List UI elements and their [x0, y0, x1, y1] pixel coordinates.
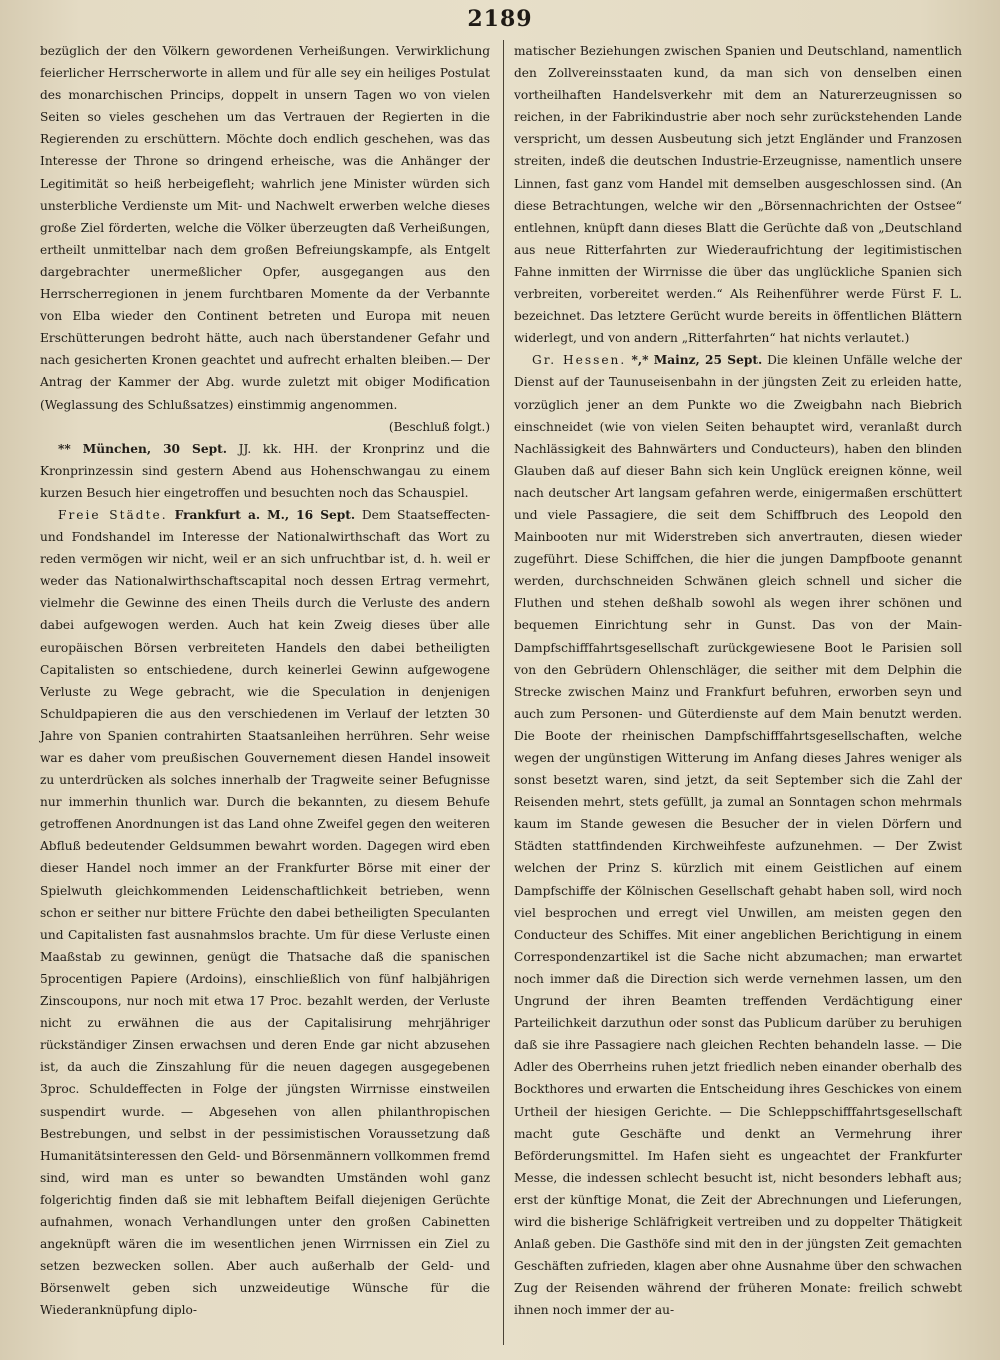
right-column	[514, 40, 962, 1321]
dateline: Frankfurt a. M., 16 Sept.	[167, 507, 356, 522]
article-text: JJ. kk. HH. der Kronprinz und die Kronprinzessin sind gestern Abend aus Hohenschwangau zu einem kurzen Besuch hier eingetroffen und besuchten noch das Schauspiel.	[40, 441, 490, 500]
article-paragraph: bezüglich der den Völkern gewordenen Verheißungen. Verwirklichung feierlicher Herrscherworte in allem und für alle sey ein heiliges Postulat des monarchischen Princips, doppelt in unsern Tagen wo von vielen Seiten so vieles geschehen um das Vertrauen der Regierten in die Regierenden zu erschüttern. Möchte doch endlich geschehen, was das Interesse der Throne so dringend erheische, was die Anhänger der Legitimität so heiß herbeigefleht; wahrlich jene Minister würden sich unsterbliche Verdienste um Mit- und Nachwelt erwerben welche dieses große Ziel förderten, welche die Völker überzeugten daß Verheißungen, ertheilt unmittelbar nach dem großen Befreiungskampfe, als Entgelt dargebrachter unermeßlicher Opfer, ausgegangen aus den Herrscherregionen in jenem furchtbaren Momente da der Verbannte von Elba wieder den Continent betreten und Europa mit neuen Erschütterungen bedroht hätte, auch nach überstandener Gefahr und nach gesicherten Kronen geachtet und aufrecht erhalten bleiben.— Der Antrag der Kammer der Abg. wurde zuletzt mit obiger Modification (Weglassung des Schlußsatzes) einstimmig angenommen.	[40, 44, 490, 412]
article-paragraph	[40, 438, 490, 504]
article-text: Dem Staatseffecten- und Fondshandel im Interesse der Nationalwirthschaft das Wort zu reden vermögen wir nicht, weil er an sich unfruchtbar ist, d. h. weil er weder das Nationalwirthschaftscapital noch dessen Ertrag vermehrt, vielmehr die Gewinne des einen Theils durch die Verluste des andern dabei aufgewogen werden. Auch hat kein Zweig dieses über alle europäischen Börsen verbreiteten Handels den dabei betheiligten Capitalisten so entschiedene, durch keinerlei Gewinn aufgewogene Verluste zu Wege gebracht, wie die Speculation in denjenigen Schuldpapieren die aus den verschiedenen im Verlauf der letzten 30 Jahre von Spanien contrahirten Staatsanleihen herrühren. Sehr weise war es daher vom preußischen Gouvernement diesen Handel insoweit zu unterdrücken als solches innerhalb der Tragweite seiner Befugnisse nur immerhin thunlich war. Durch die bekannten, zu diesem Behufe getroffenen Anordnungen ist das Land ohne Zweifel gegen den weiteren Abfluß bedeutender Geldsummen bewahrt worden. Dagegen wird eben dieser Handel noch immer an der Frankfurter Börse mit einer der Spielwuth gleichkommenden Leidenschaftlichkeit betrieben, wenn schon er seither nur bittere Früchte den dabei betheiligten Speculanten und Capitalisten fast ausnahmslos brachte. Um für diese Verluste einen Maaßstab zu gewinnen, genügt die Thatsache daß die spanischen 5procentigen Papiere (Ardoins), einschließlich von fünf halbjährigen Zinscoupons, nur noch mit etwa 17 Proc. bezahlt werden, der Verluste nicht zu erwähnen die aus der Capitalisirung mehrjähriger rückständiger Zinsen erwachsen und deren Ende gar nicht abzusehen ist, da auch die Zinszahlung für die neuen dagegen ausgegebenen 3proc. Schuldeffecten in Folge der jüngsten Wirrnisse einstweilen suspendirt wurde. — Abgesehen von allen philanthropischen Bestrebungen, und selbst in der pessimistischen Voraussetzung daß Humanitätsinteressen den Geld- und Börsenmännern vollkommen fremd sind, wird man es unter so bewandten Umständen wohl ganz folgerichtig finden daß sie mit lebhaftem Beifall diejenigen Gerüchte aufnahmen, wonach Verhandlungen unter den großen Cabinetten angeknüpft wären die im wesentlichen jenen Wirrnissen ein Ziel zu setzen bezwecken sollen. Aber auch außerhalb der Geld- und Börsenwelt geben sich unzweideutige Wünsche für die Wiederanknüpfung diplo-	[40, 507, 490, 1318]
continuation-note: (Beschluß folgt.)	[388, 419, 490, 434]
article-text: Die kleinen Unfälle welche der Dienst auf der Taunuseisenbahn in der jüngsten Zeit zu erleiden hatte, vorzüglich jener an dem Punkte wo die Zweigbahn nach Biebrich einschneidet (wie von vielen Seiten behauptet wird, veranlaßt durch Nachlässigkeit des Bahnwärters und Conducteurs), haben den blinden Glauben daß auf dieser Bahn sich kein Unglück ereignen könne, weil nach deutscher Art langsam gefahren werde, einigermaßen erschüttert und viele Passagiere, die seit dem Schiffbruch des Leopold den Mainbooten nur mit Widerstreben sich anvertrauten, diesen wieder zugeführt. Diese Schiffchen, die hier die jungen Dampfboote genannt werden, durchschneiden Schwänen gleich schnell und sicher die Fluthen und stehen deßhalb sowohl als wegen ihrer schönen und bequemen Einrichtung sehr in Gunst. Das von der Main-Dampfschifffahrtsgesellschaft zurückgewiesene Boot le Parisien soll von den Gebrüdern Ohlenschläger, die seither mit dem Delphin die Strecke zwischen Mainz und Frankfurt befuhren, erworben seyn und auch zum Personen- und Güterdienste auf dem Main benutzt werden. Die Boote der rheinischen Dampfschifffahrtsgesellschaften, welche wegen der ungünstigen Witterung im Anfang dieses Jahres weniger als sonst besetzt waren, sind jetzt, da seit September sich die Zahl der Reisenden mehrt, stets gefüllt, ja zumal an Sonntagen schon mehrmals kaum im Stande gewesen die Besucher der in vielen Dörfern und Städten stattfindenden Kirchweihfeste aufzunehmen. — Der Zwist welchen der Prinz S. kürzlich mit einem Geistlichen auf einem Dampfschiffe der Kölnischen Gesellschaft gehabt haben soll, wird noch viel besprochen und erregt viel Unwillen, am meisten gegen den Conducteur des Schiffes. Mit einer angeblichen Berichtigung in einem Correspondenzartikel ist die Sache nicht abzumachen; man erwartet noch immer daß die Direction sich werde vernehmen lassen, um den Ungrund der ihren Beamten treffenden Verdächtigung einer Parteilichkeit darzuthun oder sonst das Publicum darüber zu beruhigen daß sie ihre Passagiere nach gleichen Rechten behandeln lasse. — Die Adler des Oberrheins ruhen jetzt friedlich neben einander oberhalb des Bockthores und erwarten die Entscheidung ihres Geschickes von einem Urtheil der hiesigen Gerichte. — Die Schleppschifffahrtsgesellschaft macht gute Geschäfte und denkt an Vermehrung ihrer Beförderungsmittel. Im Hafen sieht es ungeachtet der Frankfurter Messe, die indessen schlecht besucht ist, nicht besonders lebhaft aus; erst der künftige Monat, die Zeit der Abrechnungen und Lieferungen, wird die bisherige Schläfrigkeit vertreiben und zu doppelter Thätigkeit Anlaß geben. Die Gasthöfe sind mit den in der jüngsten Zeit gemachten Geschäften zufrieden, klagen aber ohne Ausnahme über den schwachen Zug der Reisenden während der früheren Monate: freilich schwebt ihnen noch immer der au-	[514, 353, 962, 1318]
column-divider	[503, 40, 504, 1345]
dateline: *,* Mainz, 25 Sept.	[626, 353, 763, 368]
section-heading: Gr. Hessen.	[532, 353, 627, 368]
left-column	[40, 40, 490, 1321]
article-paragraph	[40, 504, 490, 1321]
page-number: 2189	[467, 6, 533, 32]
section-heading: Freie Städte.	[58, 507, 168, 522]
article-paragraph: matischer Beziehungen zwischen Spanien und Deutschland, namentlich den Zollvereinsstaaten kund, da man sich von denselben einen vortheilhaften Handelsverkehr mit dem an Naturerzeugnissen so reichen, in der Fabrikindustrie aber noch sehr zurückstehenden Lande verspricht, um dessen Ausbeutung sich jetzt Engländer und Franzosen streiten, indeß die deutschen Industrie-Erzeugnisse, namentlich unsere Linnen, fast ganz vom Handel mit demselben ausgeschlossen sind. (An diese Betrachtungen, welche wir den „Börsennachrichten der Ostsee“ entlehnen, knüpft dann dieses Blatt die Gerüchte daß von „Deutschland aus neue Ritterfahrten zur Wiederaufrichtung der legitimistischen Fahne inmitten der Wirrnisse die über das unglückliche Spanien sich verbreiten, vorbereitet werden.“ Als Reihenführer werde Fürst F. L. bezeichnet. Das letztere Gerücht wurde bereits in öffentlichen Blättern widerlegt, und von andern „Ritterfahrten“ hat nichts verlautet.)	[514, 44, 962, 346]
dateline: ** München, 30 Sept.	[58, 441, 227, 456]
article-paragraph	[514, 349, 962, 1321]
